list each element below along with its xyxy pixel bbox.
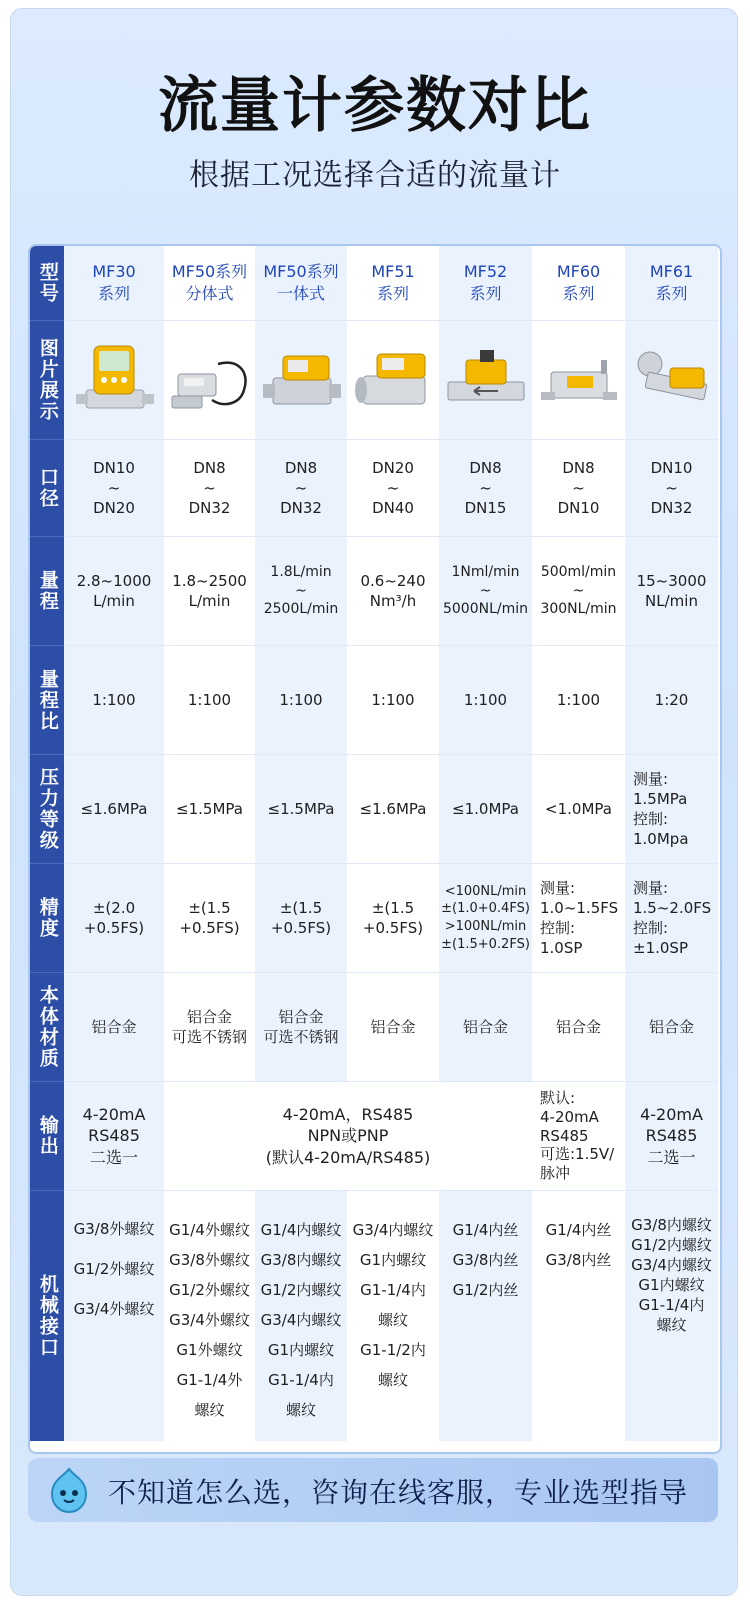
model-header-mf50-integrated: [255, 246, 347, 321]
ratio-cell: 1:20: [625, 646, 718, 755]
model-header-mf61: [625, 246, 718, 321]
accuracy-cell: [532, 864, 625, 973]
accuracy-line: ±(1.5+0.2FS): [441, 936, 530, 952]
range-cell: [255, 537, 347, 646]
row-label-ratio: 量程比: [30, 646, 64, 755]
interface-line: G3/4外螺纹: [73, 1300, 155, 1318]
flowmeter-mf30-picture: [72, 338, 156, 422]
accuracy-line: 1.0~1.5FS: [540, 898, 619, 917]
accuracy-cell: [625, 864, 718, 973]
flowmeter-mf50-split-picture: [168, 338, 252, 422]
output-line: RS485: [645, 1126, 698, 1146]
interface-line: G1-1/4内: [268, 1371, 334, 1389]
pressure-cell: [625, 755, 718, 864]
interface-line: G1/2外螺纹: [169, 1281, 250, 1299]
caliber-sep: ~: [107, 478, 121, 497]
range-line: 2500L/min: [263, 601, 339, 618]
interface-cell: [64, 1191, 164, 1441]
model-series: 系列: [562, 284, 595, 303]
accuracy-line: ±(1.5: [371, 898, 415, 917]
pressure-cell: ≤1.5MPa: [255, 755, 347, 864]
range-cell: [164, 537, 255, 646]
interface-cell: [164, 1191, 255, 1441]
material-cell: [255, 973, 347, 1082]
output-line: 脉冲: [540, 1164, 571, 1183]
accuracy-line: 1.0SP: [540, 939, 583, 958]
output-line: 4-20mA: [640, 1104, 703, 1124]
product-image-mf52: [439, 321, 532, 440]
row-label-pressure: 压力等级: [30, 755, 64, 864]
interface-line: G1/2内螺纹: [260, 1281, 342, 1299]
interface-cell: [625, 1191, 718, 1441]
interface-line: G1-1/4内: [360, 1281, 426, 1299]
comparison-table: [28, 244, 722, 1454]
output-line: (默认4-20mA/RS485): [265, 1147, 431, 1167]
interface-line: G3/8外螺纹: [169, 1251, 250, 1269]
range-cell: [625, 537, 718, 646]
caliber-max: DN40: [372, 499, 414, 518]
interface-line: G1内螺纹: [267, 1341, 335, 1359]
accuracy-line: ±(1.5: [279, 898, 323, 917]
pressure-line: 控制:: [633, 810, 669, 828]
accuracy-line: +0.5FS): [83, 919, 145, 937]
output-line: 默认:: [540, 1089, 576, 1108]
accuracy-line: >100NL/min: [444, 919, 527, 934]
caliber-cell: [164, 440, 255, 537]
product-image-mf61: [625, 321, 718, 440]
output-line: 二选一: [89, 1147, 138, 1167]
interface-cell: [347, 1191, 439, 1441]
accuracy-line: 1.5~2.0FS: [633, 898, 712, 917]
row-label-caliber: 口径: [30, 440, 64, 537]
row-label-interface: 机械接口: [30, 1191, 64, 1441]
material-line: 可选不锈钢: [263, 1028, 339, 1046]
model-series: 一体式: [276, 284, 325, 303]
accuracy-line: 测量:: [540, 878, 576, 897]
interface-line: G3/4内螺纹: [260, 1311, 342, 1329]
range-cell: [347, 537, 439, 646]
range-line: L/min: [188, 592, 231, 610]
ratio-cell: 1:100: [439, 646, 532, 755]
caliber-sep: ~: [386, 478, 400, 497]
caliber-cell: [64, 440, 164, 537]
accuracy-cell: [164, 864, 255, 973]
interface-line: G1内螺纹: [359, 1251, 427, 1269]
model-name: MF51: [371, 262, 415, 282]
model-series: 系列: [469, 284, 502, 303]
caliber-min: DN10: [650, 458, 693, 477]
pressure-cell: ≤1.5MPa: [164, 755, 255, 864]
interface-line: G1/2内螺纹: [631, 1236, 712, 1254]
row-label-material: 本体材质: [30, 973, 64, 1082]
interface-line: G1内螺纹: [638, 1276, 705, 1294]
caliber-max: DN15: [464, 499, 507, 518]
row-label-range: 量程: [30, 537, 64, 646]
output-cell-shared: [164, 1082, 532, 1191]
caliber-min: DN8: [193, 458, 226, 477]
pressure-line: 测量:: [633, 769, 669, 788]
caliber-sep: ~: [479, 478, 492, 497]
model-name: MF30: [92, 262, 136, 282]
range-cell: [64, 537, 164, 646]
model-name: MF50系列: [263, 262, 339, 282]
interface-line: G3/4外螺纹: [169, 1311, 250, 1329]
customer-service-banner[interactable]: [28, 1458, 718, 1522]
caliber-cell: [255, 440, 347, 537]
interface-line: G3/8内螺纹: [260, 1251, 342, 1269]
flowmeter-mf50-integrated-picture: [259, 338, 343, 422]
product-image-mf50-integrated: [255, 321, 347, 440]
model-header-mf52: [439, 246, 532, 321]
accuracy-line: +0.5FS): [270, 919, 332, 937]
interface-line: G3/4内螺纹: [631, 1256, 712, 1274]
range-line: 1Nml/min: [451, 563, 520, 580]
product-image-mf30: [64, 321, 164, 440]
ratio-cell: 1:100: [255, 646, 347, 755]
ratio-cell: 1:100: [164, 646, 255, 755]
interface-line: G3/8内丝: [452, 1251, 519, 1269]
output-line: RS485: [88, 1126, 140, 1146]
material-cell: 铝合金: [532, 973, 625, 1082]
model-header-mf30: [64, 246, 164, 321]
page-subtitle: 根据工况选择合适的流量计: [189, 158, 561, 193]
table-grid: [30, 246, 720, 1452]
range-cell: [532, 537, 625, 646]
model-series: 系列: [97, 284, 130, 303]
chat-mascot-icon: [44, 1466, 94, 1516]
interface-line: G1/4内丝: [545, 1221, 612, 1239]
row-label-model: 型号: [30, 246, 64, 321]
flowmeter-mf60-picture: [537, 338, 621, 422]
flowmeter-mf61-picture: [630, 338, 714, 422]
interface-line: G3/8外螺纹: [73, 1220, 155, 1238]
output-line: RS485: [540, 1126, 589, 1145]
model-header-mf51: [347, 246, 439, 321]
interface-line: G1-1/4外: [176, 1371, 243, 1389]
caliber-max: DN32: [188, 499, 231, 518]
caliber-max: DN32: [280, 499, 322, 518]
pressure-cell: ≤1.0MPa: [439, 755, 532, 864]
caliber-min: DN20: [372, 458, 414, 477]
accuracy-line: ±(1.5: [188, 898, 231, 917]
model-header-mf50-split: [164, 246, 255, 321]
caliber-cell: [532, 440, 625, 537]
interface-line: G3/4内螺纹: [352, 1221, 434, 1239]
caliber-min: DN8: [284, 458, 318, 477]
range-line: ~: [295, 582, 307, 599]
model-name: MF52: [463, 262, 508, 282]
interface-line: G1/2外螺纹: [73, 1260, 155, 1278]
model-name: MF50系列: [171, 262, 248, 282]
accuracy-cell: [439, 864, 532, 973]
pressure-cell: ≤1.6MPa: [64, 755, 164, 864]
accuracy-line: ±1.0SP: [633, 939, 688, 958]
model-name: MF60: [556, 262, 601, 282]
model-name: MF61: [649, 262, 694, 282]
product-image-mf50-split: [164, 321, 255, 440]
interface-line: G1外螺纹: [176, 1341, 243, 1359]
accuracy-line: 测量:: [633, 878, 669, 897]
interface-line: G1/4外螺纹: [169, 1221, 250, 1239]
output-cell-mf60: [532, 1082, 625, 1191]
ratio-cell: 1:100: [347, 646, 439, 755]
product-image-mf51: [347, 321, 439, 440]
output-line: 二选一: [647, 1147, 696, 1167]
accuracy-line: <100NL/min: [444, 883, 527, 899]
interface-line: G1/4内螺纹: [260, 1221, 342, 1239]
caliber-sep: ~: [665, 478, 678, 497]
caliber-cell: [347, 440, 439, 537]
pressure-cell: ≤1.6MPa: [347, 755, 439, 864]
flowmeter-mf51-picture: [351, 338, 435, 422]
accuracy-line: ±(1.0+0.4FS): [441, 901, 530, 917]
interface-line: 螺纹: [377, 1311, 408, 1329]
caliber-min: DN10: [93, 458, 135, 477]
pressure-line: 1.5MPa: [633, 789, 688, 808]
material-cell: 铝合金: [64, 973, 164, 1082]
accuracy-line: 控制:: [540, 919, 576, 937]
material-cell: 铝合金: [439, 973, 532, 1082]
accuracy-line: ±(2.0: [92, 898, 136, 917]
page-title: 流量计参数对比: [158, 71, 592, 141]
row-label-accuracy: 精度: [30, 864, 64, 973]
caliber-max: DN32: [650, 499, 693, 518]
model-series: 系列: [376, 284, 409, 303]
interface-line: G1/4内丝: [452, 1221, 519, 1239]
caliber-max: DN10: [557, 499, 600, 518]
material-cell: 铝合金: [347, 973, 439, 1082]
caliber-max: DN20: [93, 499, 135, 518]
output-line: 4-20mA: [540, 1107, 599, 1126]
customer-service-text: 不知道怎么选，咨询在线客服，专业选型指导: [108, 1476, 689, 1509]
caliber-sep: ~: [572, 478, 585, 497]
accuracy-cell: [347, 864, 439, 973]
caliber-sep: ~: [294, 478, 308, 497]
interface-line: 螺纹: [377, 1371, 408, 1389]
range-line: 15~3000: [636, 571, 707, 590]
ratio-cell: 1:100: [532, 646, 625, 755]
interface-cell: [255, 1191, 347, 1441]
ratio-cell: 1:100: [64, 646, 164, 755]
range-line: 500ml/min: [540, 563, 617, 580]
caliber-min: DN8: [562, 458, 595, 477]
output-cell-mf61: [625, 1082, 718, 1191]
model-series: 系列: [655, 284, 688, 303]
material-line: 铝合金: [278, 1007, 324, 1026]
output-cell-mf30: [64, 1082, 164, 1191]
interface-line: 螺纹: [194, 1401, 225, 1419]
output-line: 4-20mA，RS485: [282, 1104, 414, 1124]
pressure-cell: <1.0MPa: [532, 755, 625, 864]
output-line: NPN或PNP: [307, 1126, 389, 1146]
range-line: ~: [479, 582, 492, 599]
output-line: 可选:1.5V/: [540, 1145, 615, 1164]
interface-line: 螺纹: [285, 1401, 316, 1419]
interface-line: G3/8内丝: [545, 1251, 612, 1269]
caliber-min: DN8: [469, 458, 502, 477]
range-line: 1.8L/min: [270, 563, 332, 580]
pressure-line: 1.0Mpa: [633, 830, 689, 849]
accuracy-line: +0.5FS): [179, 919, 240, 937]
accuracy-line: +0.5FS): [362, 919, 424, 937]
interface-line: 螺纹: [656, 1316, 687, 1334]
accuracy-line: 控制:: [633, 919, 669, 937]
flowmeter-mf52-picture: [444, 338, 528, 422]
material-line: 可选不锈钢: [171, 1028, 247, 1046]
range-line: 2.8~1000: [76, 571, 152, 590]
interface-cell: [532, 1191, 625, 1441]
material-cell: 铝合金: [625, 973, 718, 1082]
range-line: Nm³/h: [369, 592, 417, 610]
output-line: 4-20mA: [82, 1104, 146, 1124]
range-line: ~: [572, 582, 585, 599]
caliber-cell: [439, 440, 532, 537]
row-label-image: 图片展示: [30, 321, 64, 440]
row-label-output: 输出: [30, 1082, 64, 1191]
caliber-cell: [625, 440, 718, 537]
accuracy-cell: [255, 864, 347, 973]
interface-line: G1-1/4内: [638, 1296, 705, 1314]
range-line: 300NL/min: [540, 601, 617, 618]
interface-line: G1-1/2内: [360, 1341, 426, 1359]
range-line: 0.6~240: [360, 571, 426, 590]
interface-line: G1/2内丝: [452, 1281, 519, 1299]
range-line: 5000NL/min: [442, 601, 529, 618]
material-line: 铝合金: [186, 1007, 232, 1026]
accuracy-cell: [64, 864, 164, 973]
material-cell: [164, 973, 255, 1082]
range-line: 1.8~2500: [172, 571, 247, 590]
caliber-sep: ~: [203, 478, 216, 497]
range-line: L/min: [93, 592, 135, 610]
product-image-mf60: [532, 321, 625, 440]
interface-cell: [439, 1191, 532, 1441]
model-series: 分体式: [185, 284, 234, 303]
range-line: NL/min: [645, 592, 698, 610]
model-header-mf60: [532, 246, 625, 321]
interface-line: G3/8内螺纹: [631, 1216, 712, 1234]
range-cell: [439, 537, 532, 646]
